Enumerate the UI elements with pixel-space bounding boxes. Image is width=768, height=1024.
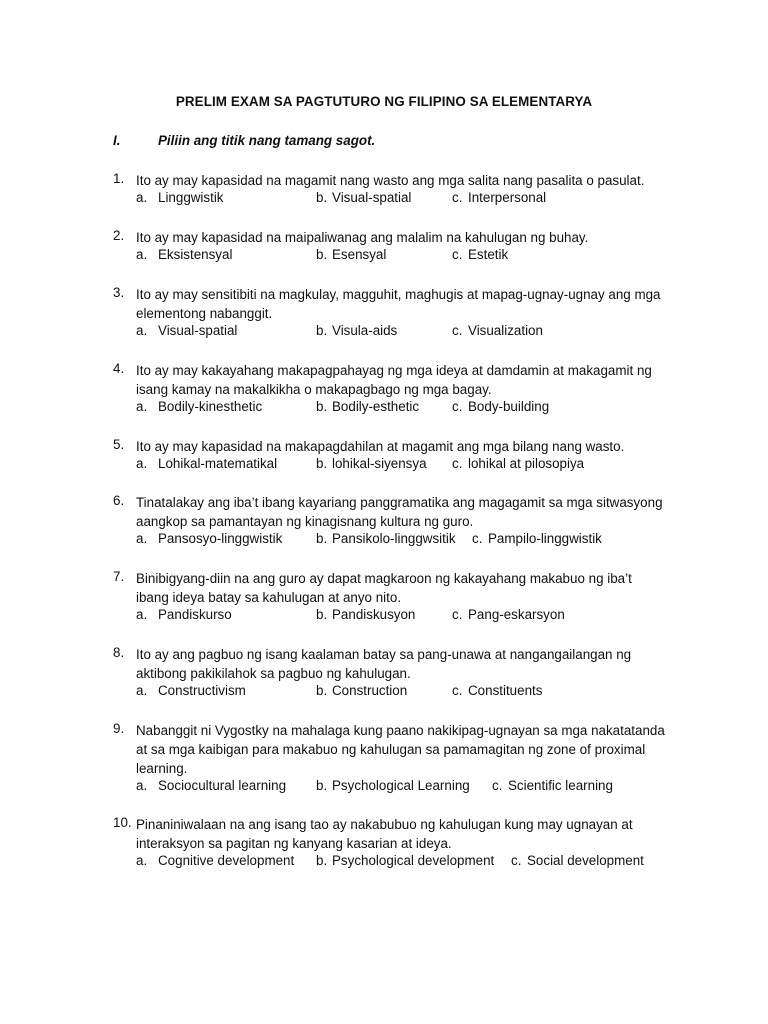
- choice-text: Social development: [527, 853, 644, 868]
- exam-title: PRELIM EXAM SA PAGTUTURO NG FILIPINO SA ELEMENTARYA: [175, 94, 593, 109]
- choice-text: Visualization: [468, 323, 543, 338]
- choice-letter: b.: [316, 247, 328, 262]
- question-number: 3.: [113, 285, 125, 300]
- choice-list: [136, 190, 696, 209]
- choice-letter: b.: [316, 399, 328, 414]
- choice-letter: c.: [452, 323, 463, 338]
- question-text-line: Binibigyang-diin na ang guro ay dapat magkaroon ng kakayahang makabuo ng iba’t: [136, 571, 632, 586]
- choice-letter: a.: [136, 853, 148, 868]
- choice-list: [136, 247, 696, 266]
- choice-c[interactable]: [452, 190, 546, 205]
- question-text: [136, 361, 681, 399]
- choice-text: Psychological Learning: [332, 778, 470, 793]
- choice-text: Body-building: [468, 399, 550, 414]
- choice-text: Pansikolo-linggwsitik: [332, 531, 456, 546]
- choice-b[interactable]: [316, 853, 494, 868]
- section-instruction: Piliin ang titik nang tamang sagot.: [158, 133, 376, 148]
- question-number: 8.: [113, 645, 125, 660]
- choice-c[interactable]: [492, 778, 613, 793]
- choice-text: Cognitive development: [158, 853, 295, 868]
- choice-letter: c.: [472, 531, 483, 546]
- choice-letter: c.: [492, 778, 503, 793]
- question-text-line: ibang ideya batay sa kahulugan at anyo nito.: [136, 590, 402, 605]
- choice-text: Visual-spatial: [332, 190, 412, 205]
- choice-c[interactable]: [511, 853, 644, 868]
- question-number: 5.: [113, 437, 125, 452]
- choice-list: [136, 456, 696, 475]
- choice-a[interactable]: [136, 853, 294, 868]
- choice-text: Pandiskurso: [158, 607, 232, 622]
- question-text-line: aangkop sa pamantayan ng kinagisnang kultura ng guro.: [136, 514, 474, 529]
- choice-letter: a.: [136, 456, 148, 471]
- choice-text: lohikal-siyensya: [332, 456, 427, 471]
- choice-text: Construction: [332, 683, 408, 698]
- question-text: [136, 285, 681, 323]
- choice-text: Scientific learning: [508, 778, 613, 793]
- question-text: [136, 493, 681, 531]
- choice-text: Pampilo-linggwistik: [488, 531, 602, 546]
- choice-text: Estetik: [468, 247, 509, 262]
- question-number: 7.: [113, 569, 125, 584]
- question-text: [136, 228, 681, 247]
- choice-letter: b.: [316, 190, 328, 205]
- choice-letter: c.: [452, 247, 463, 262]
- choice-b[interactable]: [316, 247, 386, 262]
- question-text-line: learning.: [136, 761, 188, 776]
- choice-letter: b.: [316, 778, 328, 793]
- choice-c[interactable]: [472, 531, 602, 546]
- choice-a[interactable]: [136, 323, 237, 338]
- choice-a[interactable]: [136, 399, 262, 414]
- choice-text: Eksistensyal: [158, 247, 233, 262]
- choice-letter: a.: [136, 607, 148, 622]
- choice-list: [136, 399, 696, 418]
- choice-text: Esensyal: [332, 247, 387, 262]
- question-text-line: Nabanggit ni Vygostky na mahalaga kung paano nakikipag-ugnayan sa mga nakatatanda: [136, 723, 665, 738]
- choice-list: [136, 778, 696, 797]
- question-text-line: Ito ay may kakayahang makapagpahayag ng mga ideya at damdamin at makagamit ng: [136, 363, 652, 378]
- question-text-line: interaksyon sa pagitan ng kanyang kasarian at ideya.: [136, 836, 452, 851]
- choice-letter: c.: [452, 607, 463, 622]
- choice-letter: a.: [136, 778, 148, 793]
- choice-list: [136, 683, 696, 702]
- question-text-line: Tinatalakay ang iba’t ibang kayariang panggramatika ang magagamit sa mga sitwasyong: [136, 495, 663, 510]
- question-text-line: Ito ay may kapasidad na maipaliwanag ang malalim na kahulugan ng buhay.: [136, 230, 589, 245]
- choice-text: Pang-eskarsyon: [468, 607, 565, 622]
- question-number: 1.: [113, 171, 125, 186]
- choice-letter: a.: [136, 247, 148, 262]
- question-number: 2.: [113, 228, 125, 243]
- question-text-line: Pinaniniwalaan na ang isang tao ay nakabubuo ng kahulugan kung may ugnayan at: [136, 817, 633, 832]
- question-text-line: Ito ay may kapasidad na makapagdahilan at magamit ang mga bilang nang wasto.: [136, 439, 625, 454]
- choice-text: Interpersonal: [468, 190, 547, 205]
- choice-text: Sociocultural learning: [158, 778, 287, 793]
- question-text: [136, 569, 681, 607]
- question-text: [136, 171, 681, 190]
- choice-b[interactable]: [316, 323, 397, 338]
- choice-letter: a.: [136, 531, 148, 546]
- choice-a[interactable]: [136, 683, 246, 698]
- choice-b[interactable]: [316, 456, 427, 471]
- choice-letter: b.: [316, 456, 328, 471]
- choice-text: Constituents: [468, 683, 543, 698]
- choice-text: Linggwistik: [158, 190, 224, 205]
- choice-letter: a.: [136, 190, 148, 205]
- question-text-line: at sa mga kaibigan para makabuo ng kahulugan sa pamamagitan ng zone of proximal: [136, 742, 646, 757]
- question-text-line: elementong nabanggit.: [136, 306, 273, 321]
- choice-letter: c.: [452, 456, 463, 471]
- choice-letter: b.: [316, 683, 328, 698]
- question-text: [136, 721, 681, 778]
- choice-text: lohikal at pilosopiya: [468, 456, 585, 471]
- question-number: 10.: [113, 815, 132, 830]
- choice-list: [136, 323, 696, 342]
- choice-a[interactable]: [136, 607, 232, 622]
- question-number: 4.: [113, 361, 125, 376]
- choice-letter: c.: [511, 853, 522, 868]
- choice-b[interactable]: [316, 399, 419, 414]
- choice-letter: b.: [316, 853, 328, 868]
- choice-a[interactable]: [136, 531, 282, 546]
- choice-b[interactable]: [316, 531, 456, 546]
- choice-a[interactable]: [136, 247, 232, 262]
- question-text: [136, 437, 681, 456]
- choice-letter: c.: [452, 399, 463, 414]
- choice-text: Lohikal-matematikal: [158, 456, 278, 471]
- choice-text: Pandiskusyon: [332, 607, 416, 622]
- choice-text: Visual-spatial: [158, 323, 238, 338]
- choice-b[interactable]: [316, 190, 411, 205]
- choice-text: Constructivism: [158, 683, 246, 698]
- question-text-line: Ito ay may kapasidad na magamit nang wasto ang mga salita nang pasalita o pasulat.: [136, 173, 645, 188]
- choice-list: [136, 853, 696, 872]
- choice-text: Pansosyo-linggwistik: [158, 531, 283, 546]
- choice-text: Visula-aids: [332, 323, 398, 338]
- choice-c[interactable]: [452, 323, 543, 338]
- choice-letter: c.: [452, 683, 463, 698]
- choice-letter: c.: [452, 190, 463, 205]
- question-text: [136, 815, 681, 853]
- choice-text: Bodily-esthetic: [332, 399, 420, 414]
- choice-c[interactable]: [452, 456, 584, 471]
- choice-letter: a.: [136, 399, 148, 414]
- choice-c[interactable]: [452, 683, 542, 698]
- question-text: [136, 645, 681, 683]
- choice-letter: b.: [316, 323, 328, 338]
- choice-b[interactable]: [316, 778, 470, 793]
- choice-c[interactable]: [452, 247, 508, 262]
- choice-a[interactable]: [136, 778, 286, 793]
- question-text-line: isang kamay na makalkikha o makapagbago ng mga bagay.: [136, 382, 492, 397]
- choice-letter: a.: [136, 683, 148, 698]
- choice-letter: a.: [136, 323, 148, 338]
- choice-list: [136, 531, 696, 550]
- question-text-line: Ito ay may sensitibiti na magkulay, magguhit, maghugis at mapag-ugnay-ugnay ang mga: [136, 287, 661, 302]
- choice-a[interactable]: [136, 190, 224, 205]
- choice-b[interactable]: [316, 607, 415, 622]
- choice-b[interactable]: [316, 683, 407, 698]
- choice-letter: b.: [316, 531, 328, 546]
- question-text-line: Ito ay ang pagbuo ng isang kaalaman batay sa pang-unawa at nangangailangan ng: [136, 647, 632, 662]
- choice-letter: b.: [316, 607, 328, 622]
- question-number: 6.: [113, 493, 125, 508]
- choice-c[interactable]: [452, 399, 549, 414]
- choice-list: [136, 607, 696, 626]
- question-text-line: aktibong pakikilahok sa pagbuo ng kahulugan.: [136, 666, 411, 681]
- question-number: 9.: [113, 721, 125, 736]
- section-number: I.: [113, 133, 121, 148]
- choice-text: Psychological development: [332, 853, 495, 868]
- choice-c[interactable]: [452, 607, 565, 622]
- choice-a[interactable]: [136, 456, 277, 471]
- choice-text: Bodily-kinesthetic: [158, 399, 263, 414]
